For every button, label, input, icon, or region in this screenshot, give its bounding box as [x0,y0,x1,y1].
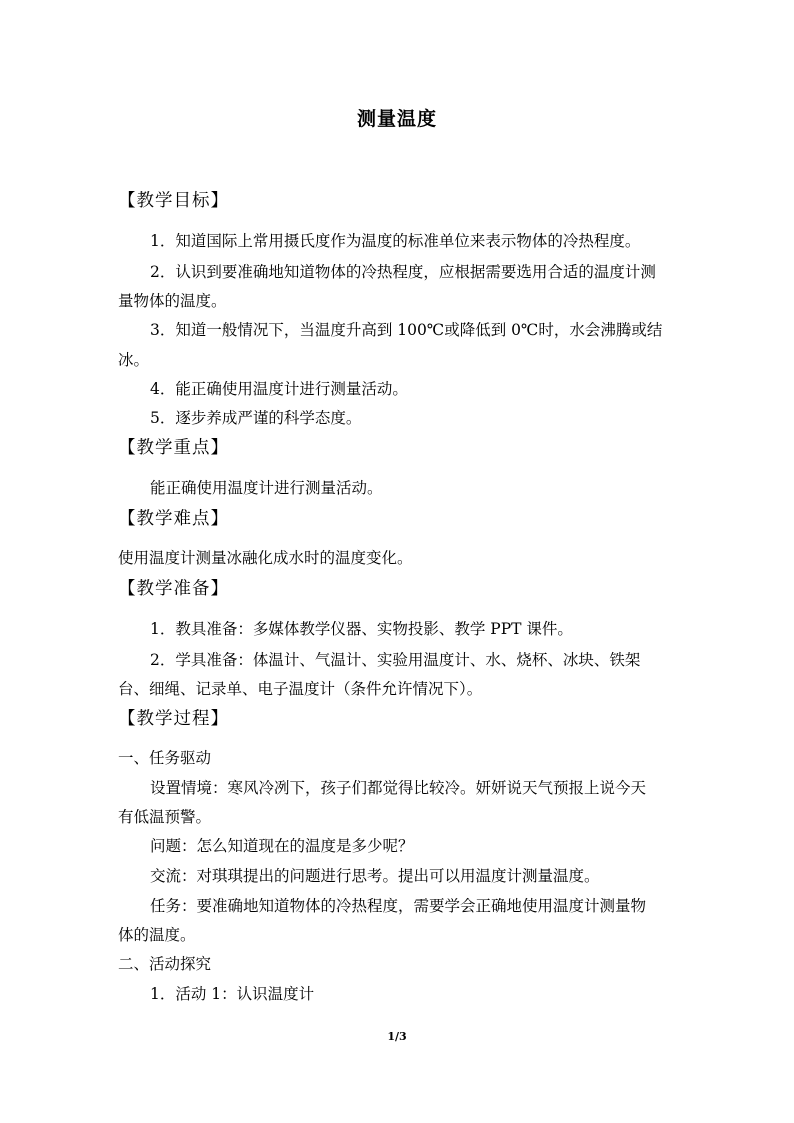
objective-line: 1．知道国际上常用摄氏度作为温度的标准单位来表示物体的冷热程度。 [150,232,641,250]
objective-line: 5．逐步养成严谨的科学态度。 [150,409,362,427]
process-line: 1．活动 1：认识温度计 [150,985,315,1003]
document-title: 测量温度 [356,108,437,130]
objective-line: 3．知道一般情况下，当温度升高到 100℃或降低到 0℃时，水会沸腾或结 [150,321,663,339]
objective-line: 冰。 [118,351,150,369]
process-line: 交流：对琪琪提出的问题进行思考。提出可以用温度计测量温度。 [150,867,600,885]
objectives-heading: 【教学目标】 [118,191,229,211]
key-point-line: 能正确使用温度计进行测量活动。 [150,479,383,497]
preparation-line: 台、细绳、记录单、电子温度计（条件允许情况下）。 [118,680,483,698]
process-line: 问题：怎么知道现在的温度是多少呢？ [150,837,414,855]
preparation-line: 1．教具准备：多媒体教学仪器、实物投影、教学 PPT 课件。 [150,620,573,638]
objective-line: 4．能正确使用温度计进行测量活动。 [150,380,408,398]
process-line: 任务：要准确地知道物体的冷热程度，需要学会正确地使用温度计测量物 [150,897,647,915]
process-line: 体的温度。 [118,926,196,944]
process-heading: 【教学过程】 [118,709,229,729]
process-line: 一、任务驱动 [118,749,212,767]
process-line: 有低温预警。 [118,808,212,826]
process-line: 设置情境：寒风冷冽下，孩子们都觉得比较冷。妍妍说天气预报上说今天 [150,779,647,797]
preparation-heading: 【教学准备】 [118,579,229,599]
page-number: 1/3 [387,1030,407,1043]
objective-line: 量物体的温度。 [118,292,227,310]
key-points-heading: 【教学重点】 [118,438,229,458]
process-line: 二、活动探究 [118,955,212,973]
difficulty-line: 使用温度计测量冰融化成水时的温度变化。 [118,549,413,567]
preparation-line: 2．学具准备：体温计、气温计、实验用温度计、水、烧杯、冰块、铁架 [150,651,641,669]
objective-line: 2．认识到要准确地知道物体的冷热程度，应根据需要选用合适的温度计测 [150,263,656,281]
difficulties-heading: 【教学难点】 [118,509,229,529]
